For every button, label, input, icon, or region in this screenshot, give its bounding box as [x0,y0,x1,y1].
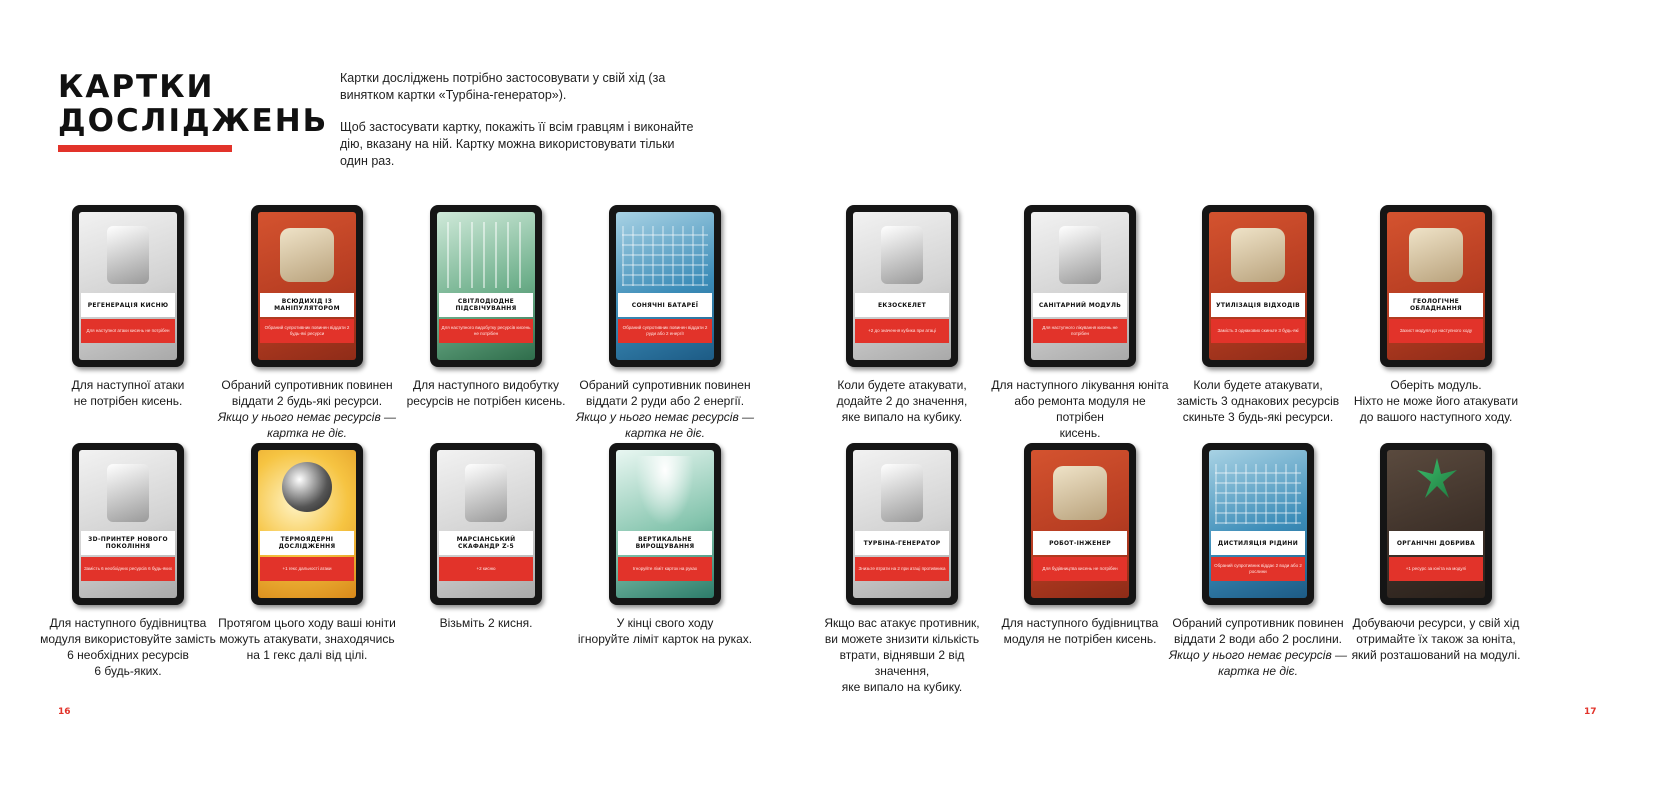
description-line: Ніхто не може його атакувати [1353,394,1519,408]
card-description [1346,377,1526,425]
description-line: Оберіть модуль. [1390,378,1482,392]
card-effect: Захист модуля до наступного ходу [1389,319,1483,343]
card-title: ТЕРМОЯДЕРНІ ДОСЛІДЖЕННЯ [260,531,354,555]
card-title: ВСЮДИХІД ІЗ МАНІПУЛЯТОРОМ [260,293,354,317]
card-title: СОНЯЧНІ БАТАРЕЇ [618,293,712,317]
research-card [1202,205,1314,367]
description-line: ігноруйте ліміт карток на руках. [577,632,753,646]
research-card [430,205,542,367]
card-title: ТУРБІНА-ГЕНЕРАТОР [855,531,949,555]
card-effect: Замість 3 однакових скиньте 3 будь-які [1211,319,1305,343]
description-line: Для наступного видобутку [412,378,560,392]
description-line: віддати 2 руди або 2 енергії. [585,394,745,408]
card-description [217,377,397,441]
card-description [38,377,218,409]
research-card [1024,205,1136,367]
card-effect: +1 ресурс за юніта на модулі [1389,557,1483,581]
description-line: Якщо вас атакує противник, [824,616,980,630]
card-effect: Ігноруйте ліміт карток на руках [618,557,712,581]
description-line: або ремонта модуля не потрібен [1014,394,1146,424]
card-description [575,377,755,441]
card-title: ДИСТИЛЯЦІЯ РІДИНИ [1211,531,1305,555]
card-effect: Для наступного лікування кисень не потрібен [1033,319,1127,343]
title-line-2: ДОСЛІДЖЕНЬ [58,103,329,139]
card-effect: Для будівництва кисень не потрібен [1033,557,1127,581]
card-effect: Обраний супротивник повинен віддати 2 будь-які ресурси [260,319,354,343]
description-note: картка не діє. [267,426,347,440]
research-card [251,443,363,605]
card-title: РОБОТ-ІНЖЕНЕР [1033,531,1127,555]
card-title: 3D-ПРИНТЕР НОВОГО ПОКОЛІННЯ [81,531,175,555]
card-effect: +2 кисню [439,557,533,581]
card-description [990,377,1170,441]
title-underline [58,145,232,152]
intro-paragraph-1: Картки досліджень потрібно застосовувати у свій хід (за винятком картки «Турбіна-генератор»). [340,71,666,102]
description-line: ресурсів не потрібен кисень. [406,394,566,408]
intro-paragraph-2: Щоб застосувати картку, покажіть її всім гравцям і виконайте дію, вказану на ній. Картку можна використовувати тільки один раз. [340,120,694,168]
description-line: Добуваючи ресурси, у свій хід [1352,616,1520,630]
card-title: МАРСІАНСЬКИЙ СКАФАНДР Z-5 [439,531,533,555]
description-line: Коли будете атакувати, [837,378,967,392]
description-line: Протягом цього ходу ваші юніти [218,616,396,630]
research-card [846,205,958,367]
description-note: Якщо у нього немає ресурсів — [575,410,755,424]
research-card [1380,205,1492,367]
card-description [1168,615,1348,679]
description-line: віддати 2 води або 2 рослини. [1174,632,1342,646]
research-card [1024,443,1136,605]
description-line: яке випало на кубику. [841,410,963,424]
card-effect: Для наступного видобутку ресурсів кисень не потрібен [439,319,533,343]
description-line: кисень. [1059,426,1101,440]
page-number-right: 17 [1584,707,1597,717]
description-line: Обраний супротивник повинен [221,378,393,392]
card-description [990,615,1170,647]
description-line: 6 необхідних ресурсів [67,648,189,662]
card-title: САНІТАРНИЙ МОДУЛЬ [1033,293,1127,317]
card-title: ЕКЗОСКЕЛЕТ [855,293,949,317]
description-line: У кінці свого ходу [616,616,714,630]
page-title [58,70,328,138]
description-line: на 1 гекс далі від цілі. [246,648,368,662]
card-description [396,377,576,409]
card-title: СВІТЛОДІОДНЕ ПІДСВІЧУВАННЯ [439,293,533,317]
description-line: 6 будь-яких. [94,664,162,678]
research-card [609,443,721,605]
description-line: додайте 2 до значення, [836,394,968,408]
description-line: модуля не потрібен кисень. [1003,632,1157,646]
description-note: Якщо у нього немає ресурсів — [1168,648,1348,662]
description-line: отримайте їх також за юніта, [1356,632,1516,646]
card-description [217,615,397,663]
card-title: ГЕОЛОГІЧНЕ ОБЛАДНАННЯ [1389,293,1483,317]
card-description [575,615,755,647]
card-effect: +2 до значення кубика при атаці [855,319,949,343]
card-effect: Обраний супротивник віддає 2 води або 2 рослини [1211,557,1305,581]
description-line: віддати 2 будь-які ресурси. [231,394,383,408]
intro-text [340,70,700,185]
research-card [430,443,542,605]
card-description [1168,377,1348,425]
title-line-1: КАРТКИ [58,69,215,105]
card-description [1346,615,1526,663]
description-line: Для наступного лікування юніта [991,378,1169,392]
research-card [846,443,958,605]
card-effect: Обраний супротивник повинен віддати 2 руди або 2 енергії [618,319,712,343]
description-note: картка не діє. [625,426,705,440]
research-card [1202,443,1314,605]
card-description [396,615,576,631]
description-line: ви можете знизити кількість [824,632,980,646]
description-line: Обраний супротивник повинен [1172,616,1344,630]
research-card [251,205,363,367]
card-effect: Знизьте втрати на 2 при атаці противника [855,557,949,581]
card-description [812,615,992,695]
description-line: модуля використовуйте замість [40,632,216,646]
description-line: Обраний супротивник повинен [579,378,751,392]
description-note: Якщо у нього немає ресурсів — [217,410,397,424]
description-line: замість 3 однакових ресурсів [1176,394,1340,408]
card-title: РЕГЕНЕРАЦІЯ КИСНЮ [81,293,175,317]
description-line: Для наступного будівництва [49,616,207,630]
description-line: не потрібен кисень. [73,394,183,408]
card-title: ВЕРТИКАЛЬНЕ ВИРОЩУВАННЯ [618,531,712,555]
description-line: Коли будете атакувати, [1193,378,1323,392]
description-line: який розташований на модулі. [1351,648,1521,662]
research-card [609,205,721,367]
description-line: скиньте 3 будь-які ресурси. [1182,410,1334,424]
card-effect: +1 гекс дальності атаки [260,557,354,581]
description-line: Для наступного будівництва [1001,616,1159,630]
research-card [1380,443,1492,605]
card-effect: Для наступної атаки кисень не потрібен [81,319,175,343]
description-line: втрати, віднявши 2 від значення, [839,648,965,678]
card-description [38,615,218,679]
description-line: до вашого наступного ходу. [1359,410,1513,424]
card-title: ОРГАНІЧНІ ДОБРИВА [1389,531,1483,555]
description-note: картка не діє. [1218,664,1298,678]
page-number-left: 16 [58,707,71,717]
card-description [812,377,992,425]
card-title: УТИЛІЗАЦІЯ ВІДХОДІВ [1211,293,1305,317]
card-effect: Замість 6 необхідних ресурсів 6 будь-яких [81,557,175,581]
description-line: Для наступної атаки [71,378,185,392]
description-line: Візьміть 2 кисня. [439,616,533,630]
description-line: можуть атакувати, знаходячись [219,632,395,646]
description-line: яке випало на кубику. [841,680,963,694]
research-card [72,443,184,605]
research-card [72,205,184,367]
